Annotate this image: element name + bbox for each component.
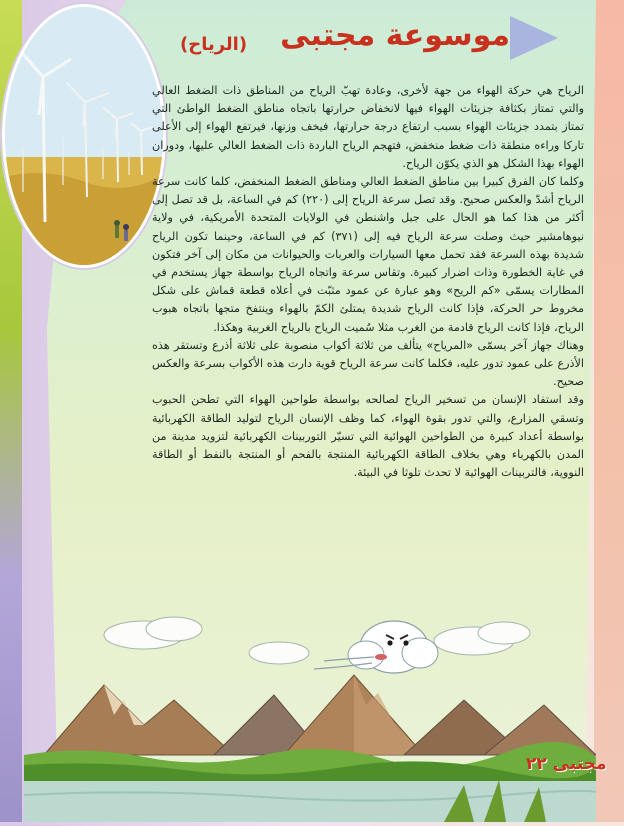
article-paragraph: وكلما كان الفرق كبيرا بين مناطق الضغط العالي ومناطق الضغط المنخفض، كلما كانت سرعة الرياح أشدّ والعكس صحيح. وقد تصل سرعة الرياح إلى (٢٢٠) كم في الساعة، بل قد تصل إلى أكثر من هذا كما هو الحال على جبل واشنطن في الولايات المتحدة الأمريكية، في ولاية نيوهامشير حيث وصلت سرعة الرياح فيه إلى (٣٧١) كم في الساعة، وحينما تكون الرياح شديدة بهذه السرعة فقد تحمل معها السيارات والعربات والحيوانات من مكان إلى آخر فتكون في غاية الخطورة وذات اضرار كبيرة. وتقاس سرعة واتجاه الرياح بواسطة جهاز يستخدم في المطارات يسمّى «كم الريح» وهو عبارة عن عمود مثبّت في أعلاه قطعة قماش على شكل مخروط حر الحركة، فإذا كانت الرياح شديدة يمتلئ الكمّ بالهواء وينتفخ متجها باتجاه هبوب الرياح، فإذا كانت الرياح قادمة من الغرب مثلا سُميت الرياح بالرياح الغربية وهكذا. bbox=[152, 175, 584, 334]
page-title: موسوعة مجتبى bbox=[280, 18, 510, 53]
article-paragraph: وقد استفاد الإنسان من تسخير الرياح لصالحه بواسطة طواحين الهواء التي تطحن الحبوب وتسقي المزارع، والتي تدور بقوة الهواء، كما وظف الإنسان الرياح لتوليد الطاقة الكهربائية بواسطة أعداد كبيرة من الطواحين الهوائية التي تسيّر التوربينات الكهربائية لتزويد مدينة من المدن بالكهرباء وهي بخلاف الطاقة الكهربائية المنتجة بالفحم أو المنتجة بالنفط أو الطاقة النووية، فالتربينات الهوائية لا تحدث تلوثا في البيئة. bbox=[152, 393, 584, 480]
mountains-cloud-scene bbox=[24, 605, 596, 822]
title-triangle-decoration bbox=[510, 16, 558, 60]
cloud-face bbox=[314, 621, 438, 673]
title-subtitle: (الرياح) bbox=[180, 34, 248, 55]
page-number-label: مجتبى ٢٢ bbox=[526, 754, 607, 774]
wind-cloud-illustration bbox=[24, 605, 596, 822]
right-decorative-strip bbox=[594, 0, 624, 822]
wind-turbines-illustration bbox=[5, 7, 163, 265]
wind-turbines-photo bbox=[2, 4, 166, 268]
article-body bbox=[152, 82, 584, 482]
article-paragraph: الرياح هي حركة الهواء من جهة لأخرى، وعادة تهبّ الرياح من المناطق ذات الضغط العالي والتي تمتاز بكثافة جزيئات الهواء فيها لانخفاض حرارتها باتجاه مناطق الضغط الواطئ التي تمتاز بتمدد جزيئات الهواء بسبب ارتفاع درجة حرارتها، فيخف وزنها، فيرتفع الهواء إلى الأعلى تاركا وراءه منطقة ذات ضغط منخفض، فتهجم الرياح الباردة ذات الضغط العالي عليها، ودوران الهواء بهذا الشكل هو الذي يكوّن الرياح. bbox=[152, 84, 584, 170]
article-paragraph: وهناك جهاز آخر يسمّى «المرياح» يتألف من ثلاثة أكواب منصوبة على ثلاثة أذرع وتستقر هذه الأذرع على عمود تدور عليه، فكلما كانت سرعة الرياح قوية دارت هذه الأكواب بسرعة والعكس صحيح. bbox=[152, 338, 584, 389]
title-block bbox=[180, 14, 510, 74]
